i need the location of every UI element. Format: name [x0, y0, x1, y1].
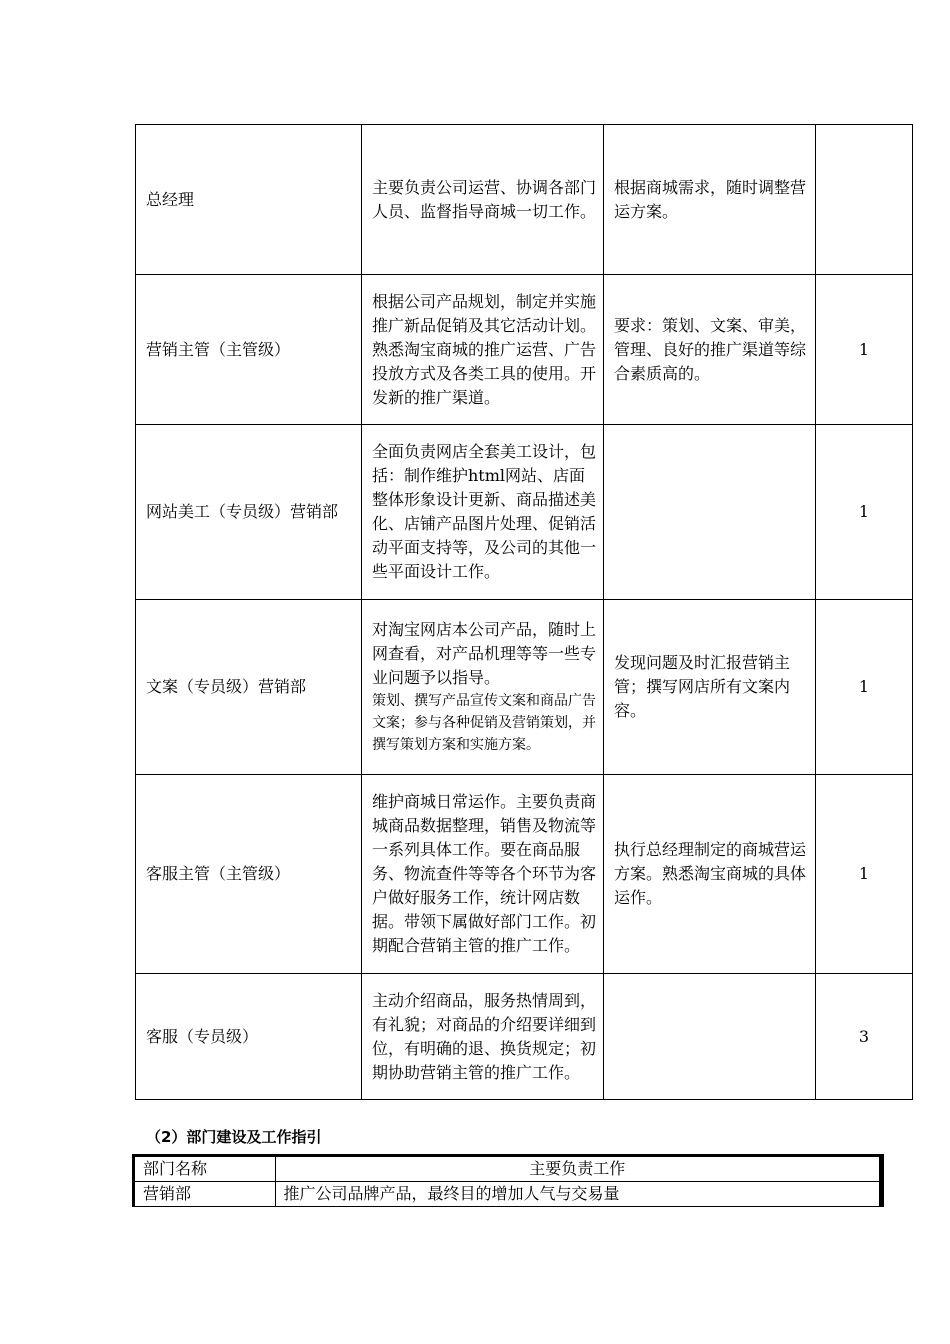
table-row	[136, 275, 913, 425]
role-title: 客服主管（主管级）	[136, 775, 362, 974]
role-requirements: 发现问题及时汇报营销主管；撰写网店所有文案内容。	[604, 600, 816, 775]
role-requirements: 执行总经理制定的商城营运方案。熟悉淘宝商城的具体运作。	[604, 775, 816, 974]
role-count: 1	[816, 275, 913, 425]
role-count: 1	[816, 775, 913, 974]
section-heading: （2）部门建设及工作指引	[146, 1128, 322, 1146]
dept-name: 营销部	[135, 1182, 275, 1207]
column-header: 部门名称	[135, 1157, 275, 1182]
role-count	[816, 125, 913, 275]
role-duties: 根据公司产品规划，制定并实施推广新品促销及其它活动计划。熟悉淘宝商城的推广运营、广告投放方式及各类工具的使用。开发新的推广渠道。	[362, 275, 604, 425]
role-count: 1	[816, 425, 913, 600]
dept-table-frame	[132, 1154, 884, 1207]
role-duties: 对淘宝网店本公司产品，随时上网查看，对产品机理等等一些专业问题予以指导。	[372, 620, 597, 687]
role-requirements: 根据商城需求，随时调整营运方案。	[604, 125, 816, 275]
role-title: 客服（专员级）	[136, 974, 362, 1100]
role-duties: 主要负责公司运营、协调各部门人员、监督指导商城一切工作。	[362, 125, 604, 275]
roles-table	[135, 124, 913, 1100]
role-count: 1	[816, 600, 913, 775]
role-requirements: 要求：策划、文案、审美，管理、良好的推广渠道等综合素质高的。	[604, 275, 816, 425]
table-row	[136, 775, 913, 974]
column-header: 主要负责工作	[275, 1157, 880, 1182]
table-header-row	[135, 1157, 880, 1182]
role-duties-detail: 策划、撰写产品宣传文案和商品广告文案；参与各种促销及营销策划，并撰写策划方案和实施方案。	[372, 693, 596, 753]
role-requirements	[604, 974, 816, 1100]
role-duties: 维护商城日常运作。主要负责商城商品数据整理，销售及物流等一系列具体工作。要在商品服务、物流查件等等各个环节为客户做好服务工作，统计网店数据。带领下属做好部门工作。初期配合营销主管的推广工作。	[362, 775, 604, 974]
dept-work: 推广公司品牌产品，最终目的增加人气与交易量	[275, 1182, 880, 1207]
role-title: 总经理	[136, 125, 362, 275]
role-count: 3	[816, 974, 913, 1100]
table-row	[136, 974, 913, 1100]
role-requirements	[604, 425, 816, 600]
role-title: 网站美工（专员级）营销部	[136, 425, 362, 600]
role-duties-cell	[362, 600, 604, 775]
role-duties: 全面负责网店全套美工设计，包括：制作维护html网站、店面整体形象设计更新、商品描述美化、店铺产品图片处理、促销活动平面支持等，及公司的其他一些平面设计工作。	[362, 425, 604, 600]
table-row	[136, 125, 913, 275]
table-row	[136, 425, 913, 600]
role-title: 营销主管（主管级）	[136, 275, 362, 425]
table-row	[136, 600, 913, 775]
role-title: 文案（专员级）营销部	[136, 600, 362, 775]
role-duties: 主动介绍商品，服务热情周到，有礼貌；对商品的介绍要详细到位，有明确的退、换货规定；初期协助营销主管的推广工作。	[362, 974, 604, 1100]
dept-table	[135, 1157, 881, 1207]
table-row	[135, 1182, 880, 1207]
